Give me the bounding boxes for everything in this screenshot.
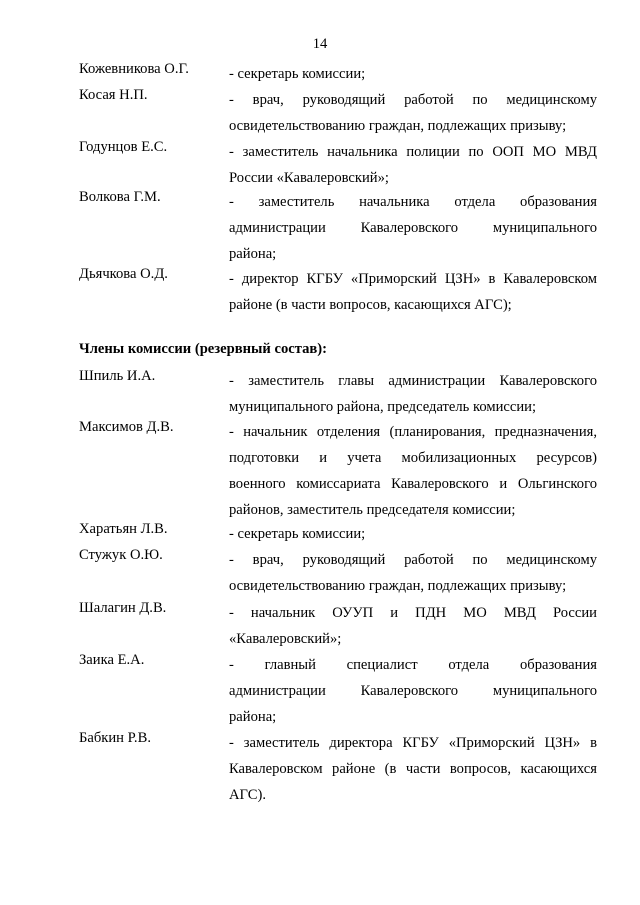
role-line: муниципального района, председатель комиссии;: [229, 399, 537, 415]
member-name: Волкова Г.М.: [79, 189, 161, 205]
member-name: Максимов Д.В.: [79, 419, 174, 435]
role-line: администрации Кавалеровского муниципального: [229, 220, 597, 236]
role-line: - начальник отделения (планирования, предназначения,: [229, 424, 597, 440]
member-name: Годунцов Е.С.: [79, 139, 168, 155]
member-name: Шпиль И.А.: [79, 368, 156, 384]
role-line: - врач, руководящий работой по медицинскому: [229, 92, 597, 108]
member-name: Заика Е.А.: [79, 652, 145, 668]
role-line: администрации Кавалеровского муниципального: [229, 683, 597, 699]
role-line: «Кавалеровский»;: [229, 631, 342, 647]
member-name: Шалагин Д.В.: [79, 600, 167, 616]
member-name: Стужук О.Ю.: [79, 547, 163, 563]
role-line: районе (в части вопросов, касающихся АГС);: [229, 297, 512, 313]
role-line: - начальник ОУУП и ПДН МО МВД России: [229, 605, 597, 621]
role-line: - заместитель директора КГБУ «Приморский ЦЗН» в: [229, 735, 597, 751]
role-line: районов, заместитель председателя комиссии;: [229, 502, 516, 518]
member-name: Кожевникова О.Г.: [79, 61, 189, 77]
member-name: Дьячкова О.Д.: [79, 266, 168, 282]
role-line: - директор КГБУ «Приморский ЦЗН» в Кавалеровском: [229, 271, 597, 287]
role-line: - заместитель главы администрации Кавалеровского: [229, 373, 597, 389]
role-line: района;: [229, 246, 277, 262]
member-name: Харатьян Л.В.: [79, 521, 168, 537]
role-line: района;: [229, 709, 277, 725]
member-role: [229, 266, 597, 318]
member-role: [229, 730, 597, 808]
member-role: [229, 521, 597, 547]
role-line: Кавалеровском районе (в части вопросов, касающихся: [229, 761, 597, 777]
member-role: [229, 600, 597, 652]
role-line: военного комиссариата Кавалеровского и Ольгинского: [229, 476, 597, 492]
role-line: - заместитель начальника отдела образования: [229, 194, 597, 210]
role-line: - главный специалист отдела образования: [229, 657, 597, 673]
member-role: [229, 547, 597, 599]
member-role: [229, 189, 597, 267]
member-name: Бабкин Р.В.: [79, 730, 151, 746]
role-line: подготовки и учета мобилизационных ресурсов): [229, 450, 597, 466]
role-line: АГС).: [229, 787, 267, 803]
role-line: освидетельствованию граждан, подлежащих призыву;: [229, 578, 567, 594]
member-role: [229, 139, 597, 191]
role-line: освидетельствованию граждан, подлежащих призыву;: [229, 118, 567, 134]
member-role: [229, 87, 597, 139]
page-number: 14: [312, 36, 328, 52]
member-role: [229, 419, 597, 523]
role-line: - заместитель начальника полиции по ООП МО МВД: [229, 144, 597, 160]
role-line: - секретарь комиссии;: [229, 526, 366, 542]
role-line: - секретарь комиссии;: [229, 66, 366, 82]
member-role: [229, 61, 597, 87]
section-heading: Члены комиссии (резервный состав):: [79, 341, 327, 357]
member-role: [229, 368, 597, 420]
member-role: [229, 652, 597, 730]
member-name: Косая Н.П.: [79, 87, 148, 103]
role-line: России «Кавалеровский»;: [229, 170, 389, 186]
role-line: - врач, руководящий работой по медицинскому: [229, 552, 597, 568]
